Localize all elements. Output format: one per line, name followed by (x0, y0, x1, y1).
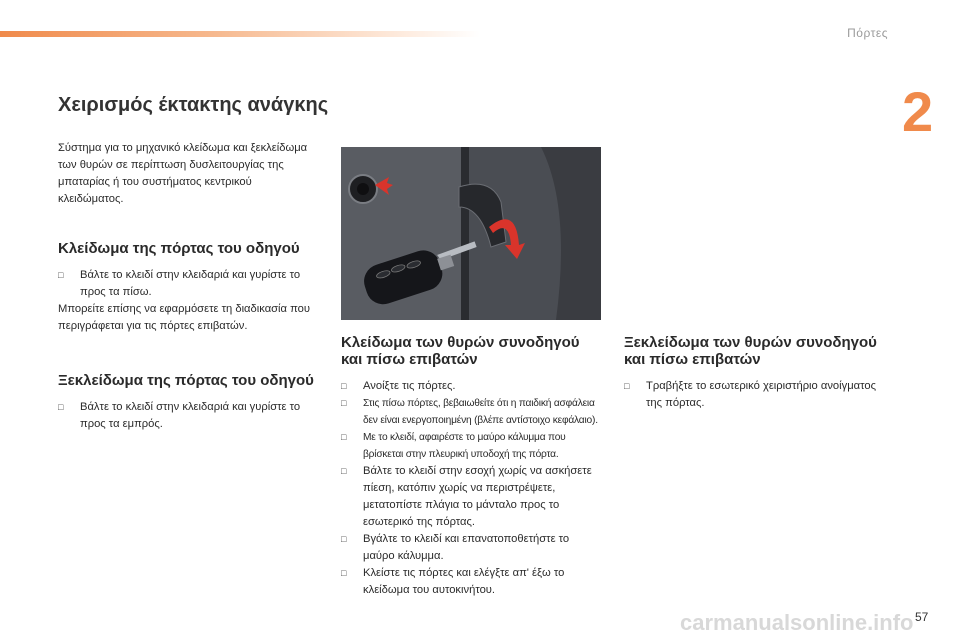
driver-lock-heading: Κλείδωμα της πόρτας του οδηγού (58, 240, 300, 257)
header-accent-bar (0, 31, 480, 37)
driver-lock-note: Μπορείτε επίσης να εφαρμόσετε τη διαδικασία που περιγράφεται για τις πόρτες επιβατών. (58, 303, 311, 332)
list-item (341, 378, 603, 395)
list-item (341, 395, 603, 429)
chapter-number: 2 (902, 80, 934, 143)
list-item-text: Τραβήξτε το εσωτερικό χειριστήριο ανοίγματος της πόρτας. (646, 380, 877, 409)
bullet-icon: □ (341, 568, 347, 578)
intro-block (58, 140, 320, 208)
page-number: 57 (915, 610, 929, 624)
bullet-icon: □ (58, 402, 64, 412)
bullet-icon: □ (341, 381, 347, 391)
door-lock-illustration (341, 147, 601, 320)
list-item (58, 399, 320, 433)
section-label: Πόρτες (847, 26, 888, 40)
list-item-text: Βάλτε το κλειδί στην κλειδαριά και γυρίστε το προς τα πίσω. (80, 269, 301, 298)
bullet-icon: □ (624, 381, 630, 391)
driver-lock-section (58, 240, 320, 335)
driver-unlock-section (58, 372, 320, 433)
watermark: carmanualsonline.info (680, 610, 914, 635)
list-item-text: Βγάλτε το κλειδί και επανατοποθετήστε το μαύρο κάλυμμα. (363, 533, 570, 562)
list-item-text: Με το κλειδί, αφαιρέστε το μαύρο κάλυμμα που βρίσκεται στην πλευρική υποδοχή της πόρτα. (363, 432, 566, 460)
list-item (341, 463, 603, 531)
list-item (341, 531, 603, 565)
page-title: Χειρισμός έκτακτης ανάγκης (58, 94, 329, 116)
bullet-icon: □ (341, 432, 347, 442)
passenger-unlock-heading: Ξεκλείδωμα των θυρών συνοδηγού και πίσω επιβατών (624, 334, 877, 368)
list-item (624, 378, 886, 412)
bullet-icon: □ (341, 398, 347, 408)
list-item-text: Στις πίσω πόρτες, βεβαιωθείτε ότι η παιδική ασφάλεια δεν είναι ενεργοποιημένη (βλέπε αντίστοιχο κεφάλαιο). (363, 398, 598, 426)
bullet-icon: □ (341, 466, 347, 476)
list-item-text: Κλείστε τις πόρτες και ελέγξτε απ' έξω το κλείδωμα του αυτοκινήτου. (363, 567, 565, 596)
list-item-text: Ανοίξτε τις πόρτες. (363, 380, 456, 392)
list-item (341, 429, 603, 463)
bullet-icon: □ (341, 534, 347, 544)
passenger-lock-heading: Κλείδωμα των θυρών συνοδηγού και πίσω επιβατών (341, 334, 580, 368)
passenger-unlock-section (624, 334, 886, 412)
passenger-lock-section (341, 334, 603, 599)
bullet-icon: □ (58, 270, 64, 280)
list-item-text: Βάλτε το κλειδί στην εσοχή χωρίς να ασκήσετε πίεση, κατόπιν χωρίς να περιστρέψετε, μετατοπίστε πλάγια το μάνταλο προς το εσωτερικό της πόρτας. (363, 465, 592, 528)
passenger-lock-list (341, 378, 603, 599)
list-item-text: Βάλτε το κλειδί στην κλειδαριά και γυρίστε το προς τα εμπρός. (80, 401, 301, 430)
driver-unlock-heading: Ξεκλείδωμα της πόρτας του οδηγού (58, 372, 314, 389)
list-item (58, 267, 320, 301)
list-item (341, 565, 603, 599)
intro-text: Σύστημα για το μηχανικό κλείδωμα και ξεκλείδωμα των θυρών σε περίπτωση δυσλειτουργίας της μπαταρίας ή του συστήματος κεντρικού κλειδώματος. (58, 142, 308, 205)
door-key-illustration (341, 147, 601, 320)
